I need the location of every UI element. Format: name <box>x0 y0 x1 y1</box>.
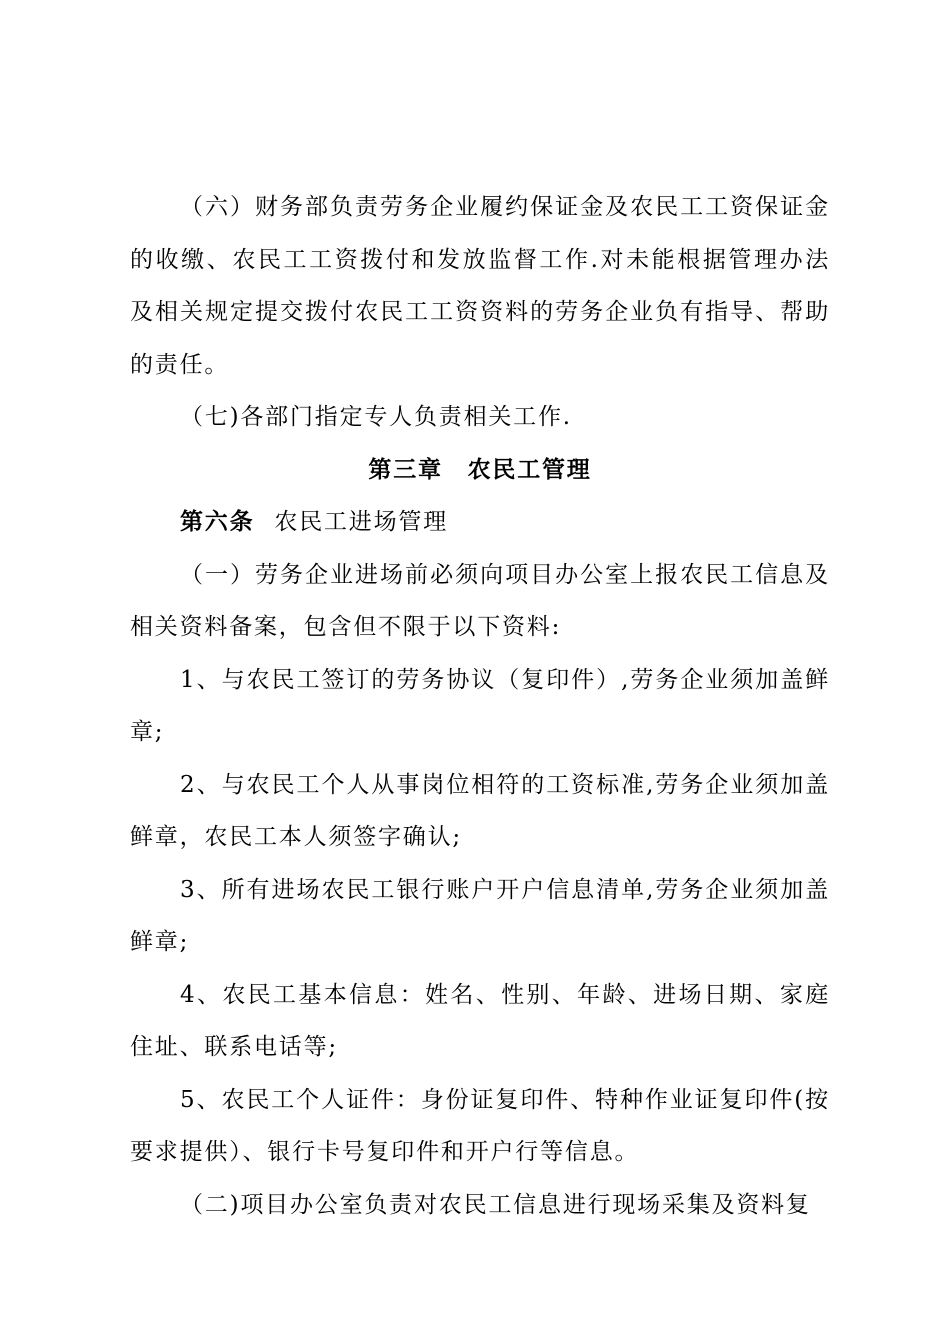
paragraph-six: （六）财务部负责劳务企业履约保证金及农民工工资保证金的收缴、农民工工资拨付和发放监督工作.对未能根据管理办法及相关规定提交拨付农民工工资资料的劳务企业负有指导、帮助的责任。 <box>130 194 830 378</box>
article-number: 第六条 <box>180 508 255 535</box>
article-title: 农民工进场管理 <box>274 509 449 535</box>
chapter-heading: 第三章 农民工管理 <box>368 455 592 483</box>
document-body <box>130 181 830 1231</box>
paragraph-seven: （七)各部门指定专人负责相关工作. <box>180 404 572 430</box>
list-item-2: 2、与农民工个人从事岗位相符的工资标准,劳务企业须加盖鲜章，农民工本人须签字确认; <box>130 771 830 850</box>
list-item-1: 1、与农民工签订的劳务协议（复印件）,劳务企业须加盖鲜章; <box>130 666 830 745</box>
list-item-3: 3、所有进场农民工银行账户开户信息清单,劳务企业须加盖鲜章; <box>130 876 830 955</box>
list-item-4: 4、农民工基本信息：姓名、性别、年龄、进场日期、家庭住址、联系电话等; <box>130 981 830 1060</box>
list-item-5: 5、农民工个人证件：身份证复印件、特种作业证复印件(按要求提供）、银行卡号复印件和开户行等信息。 <box>130 1086 830 1165</box>
paragraph-two: （二)项目办公室负责对农民工信息进行现场采集及资料复 <box>180 1191 811 1218</box>
article-heading <box>130 496 830 549</box>
paragraph-one: （一）劳务企业进场前必须向项目办公室上报农民工信息及相关资料备案，包含但不限于以下资料: <box>130 561 830 640</box>
